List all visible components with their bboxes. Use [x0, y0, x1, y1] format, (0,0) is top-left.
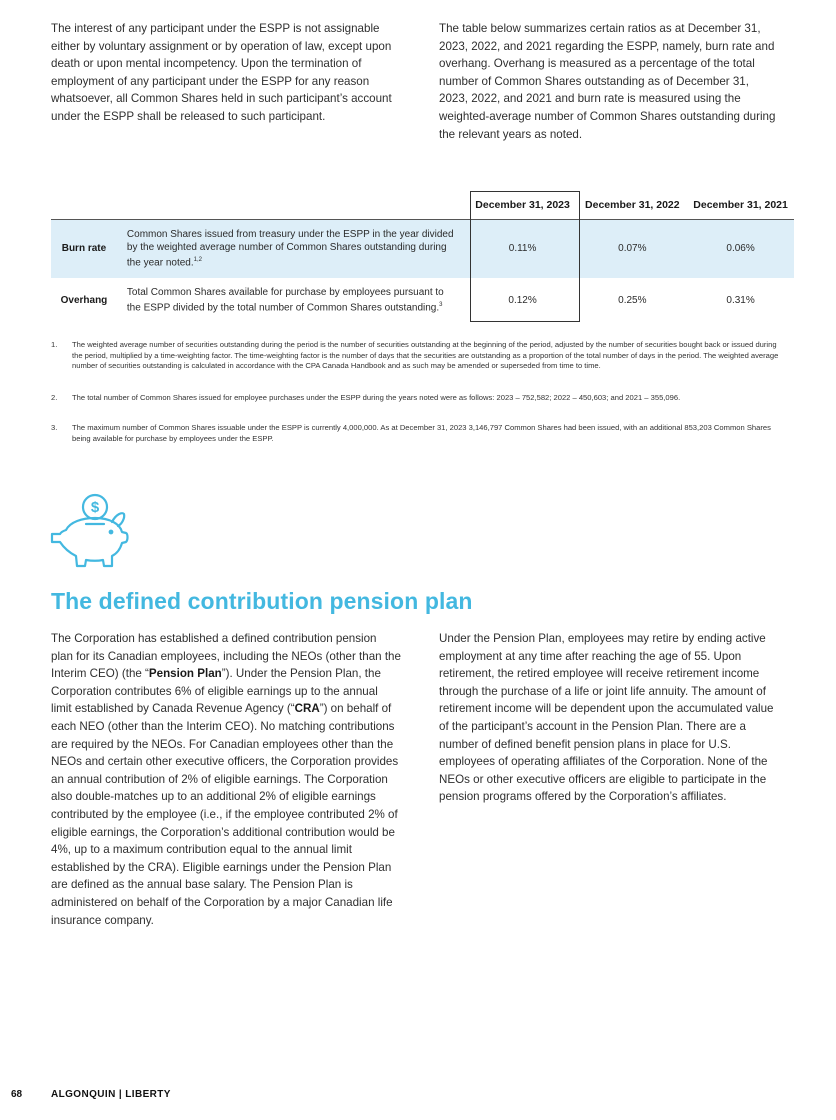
table-row-burn-rate	[51, 220, 794, 278]
pension-left-paragraph: The Corporation has established a defined contribution pension plan for its Canadian employees, including the NEOs (other than the Interim CEO) (the “Pension Plan”). Under the Pension Plan, the Corporation contributes 6% of eligible earnings up to the annual limit established by Canada Revenue Agency (“CRA”) on behalf of each NEO (other than the Interim CEO). No matching contributions are required by the NEOs. For Canadian employees other than the NEOs and certain other executive officers, the Corporation provides an annual contribution of 2% of eligible earnings. The Corporation also double-matches up to an additional 2% of eligible earnings contributed by the employee (i.e., if the employee contributed 2% of eligible earnings, the Corporation’s additional contribution would be 4%, up to a maximum contribution equal to the annual limit established by the CRA). Eligible earnings under the Pension Plan are defined as the annual base salary. The Pension Plan is administered on behalf of the Corporation by a major Canadian life insurance company.	[51, 632, 401, 927]
value-cell: 0.25%	[618, 294, 647, 306]
row-label: Overhang	[60, 294, 108, 306]
brand-footer: ALGONQUIN | LIBERTY	[51, 1089, 171, 1100]
row-label: Burn rate	[51, 220, 117, 278]
column-header-2021: December 31, 2021	[693, 199, 788, 211]
piggy-bank-dollar-icon	[48, 490, 134, 570]
value-cell: 0.07%	[577, 220, 687, 278]
table-header-row	[51, 191, 794, 220]
table-row-overhang	[51, 278, 794, 323]
pension-right-paragraph: Under the Pension Plan, employees may retire by ending active employment at any time after reaching the age of 55. Upon retirement, the retired employee will receive retirement income through the purchase of a life or joint life annuity. The amount of retirement income will be dependent upon the accumulated value of the participant’s account in the Pension Plan. There are a number of defined benefit pension plans in place for U.S. employees of operating affiliates of the Corporation. None of the NEOs or other executive officers are eligible to participate in the pension programs offered by the Corporation’s affiliates.	[439, 632, 774, 804]
footnote-2: 2. The total number of Common Shares issued for employee purchases under the ESPP during the years noted were as follows: 2023 – 752,582; 2022 – 450,603; and 2021 – 355,096.	[51, 393, 681, 402]
pension-section-heading: The defined contribution pension plan	[51, 588, 473, 614]
footnote-1: 1. The weighted average number of securities outstanding during the period is the number of securities outstanding at the beginning of the period, adjusted by the number of securities bought back or issued during the period, multiplied by a time-weighting factor. The time-weighting factor is the number of days that the securities are outstanding as a proportion of the total number of days in the period. The weighted average number of securities outstanding is calculated in accordance with the CPA Canada Handbook and as such may be amended or superseded from time to time.	[51, 340, 779, 370]
dollar-sign-glyph: $	[90, 499, 100, 516]
espp-ratio-table	[51, 191, 794, 323]
value-cell: 0.11%	[468, 220, 578, 278]
table-header-blank	[117, 191, 468, 220]
footnote-3: 3. The maximum number of Common Shares issuable under the ESPP is currently 4,000,000. As at December 31, 2023 3,146,797 Common Shares had been issued, with an additional 853,203 Common Shares being available for purchase by employees under the ESPP.	[51, 423, 771, 443]
espp-ratio-intro-paragraph: The table below summarizes certain ratios as at December 31, 2023, 2022, and 2021 regarding the ESPP, namely, burn rate and overhang. Overhang is measured as a percentage of the total number of Common Shares outstanding as of December 31, 2023, 2022, and 2021 and burn rate is measured using the weighted-average number of Common Shares outstanding during the relevant years as noted.	[439, 22, 776, 141]
espp-assignability-paragraph: The interest of any participant under the ESPP is not assignable either by voluntary assignment or by operation of law, except upon death or upon mental incompetency. Upon the termination of employment of any participant under the ESPP for any reason whatsoever, all Common Shares held in such participant’s account under the ESPP shall be released to such participant.	[51, 22, 392, 123]
table-header-blank	[51, 191, 117, 220]
value-cell: 0.06%	[687, 220, 794, 278]
value-cell: 0.12%	[508, 294, 537, 306]
column-header-2023: December 31, 2023	[475, 199, 570, 211]
page-number: 68	[11, 1089, 23, 1100]
row-description: Common Shares issued from treasury under the ESPP in the year divided by the weighted average number of Common Shares outstanding during the year noted.$^{1,2}$	[117, 220, 468, 278]
column-header-2022: December 31, 2022	[585, 199, 680, 211]
row-description: Total Common Shares available for purchase by employees pursuant to the ESPP divided by the total number of Common Shares outstanding.$^3$	[126, 286, 444, 314]
value-cell: 0.31%	[726, 294, 755, 306]
